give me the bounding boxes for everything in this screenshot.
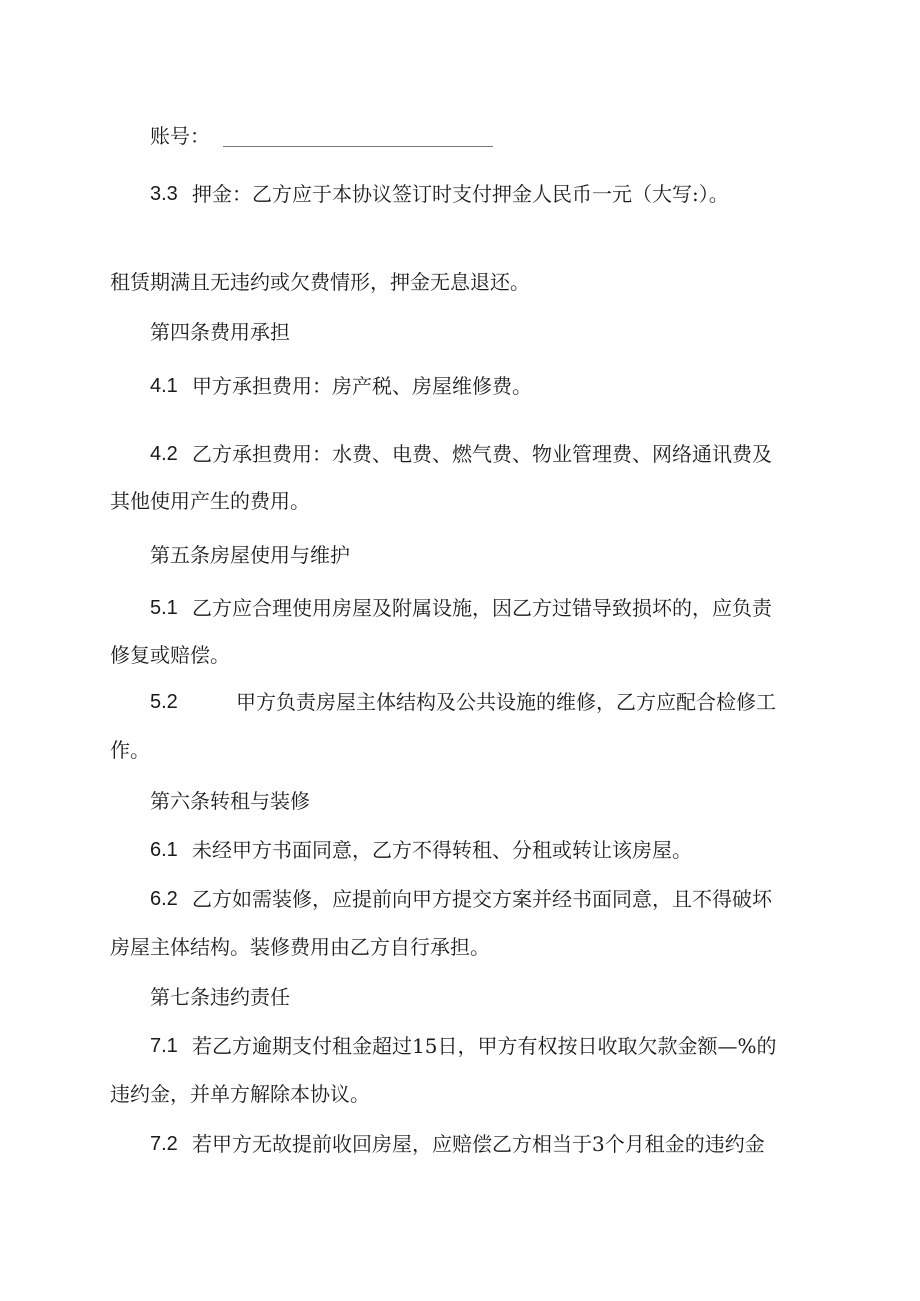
clause-3-3-number: 3.3 xyxy=(150,183,178,205)
clause-4-2-text: 乙方承担费用：水费、电费、燃气费、物业管理费、网络通讯费及 xyxy=(192,442,772,466)
article-7-heading: 第七条违约责任 xyxy=(150,985,290,1009)
article-4-heading: 第四条费用承担 xyxy=(150,320,290,344)
clause-6-2-number: 6.2 xyxy=(150,888,178,910)
clause-7-1-number: 7.1 xyxy=(150,1035,178,1057)
clause-6-2-text: 乙方如需装修，应提前向甲方提交方案并经书面同意，且不得破坏 xyxy=(192,887,772,911)
article-5-heading: 第五条房屋使用与维护 xyxy=(150,543,350,567)
article-6-heading: 第六条转租与装修 xyxy=(150,789,310,813)
account-label: 账号： xyxy=(150,124,210,148)
clause-4-2-continuation: 其他使用产生的费用。 xyxy=(110,489,310,513)
clause-5-2-text: 甲方负责房屋主体结构及公共设施的维修，乙方应配合检修工 xyxy=(236,690,776,714)
clause-7-1-text: 若乙方逾期支付租金超过15日，甲方有权按日收取欠款金额—%的 xyxy=(192,1034,777,1058)
clause-6-2-continuation: 房屋主体结构。装修费用由乙方自行承担。 xyxy=(110,935,490,959)
clause-3-3-continuation: 租赁期满且无违约或欠费情形，押金无息退还。 xyxy=(110,270,530,294)
clause-6-1-number: 6.1 xyxy=(150,839,178,861)
clause-4-2-number: 4.2 xyxy=(150,443,178,465)
clause-5-1-text: 乙方应合理使用房屋及附属设施，因乙方过错导致损坏的，应负责 xyxy=(192,596,772,620)
clause-5-2-continuation: 作。 xyxy=(110,738,150,762)
clause-4-1-number: 4.1 xyxy=(150,375,178,397)
clause-7-1-continuation: 违约金，并单方解除本协议。 xyxy=(110,1082,370,1106)
clause-7-2-number: 7.2 xyxy=(150,1133,178,1155)
clause-3-3-text: 押金：乙方应于本协议签订时支付押金人民币一元（大写:）。 xyxy=(192,182,729,206)
clause-5-2-number: 5.2 xyxy=(150,691,178,713)
account-blank-line xyxy=(223,146,493,147)
clause-4-1-text: 甲方承担费用：房产税、房屋维修费。 xyxy=(192,374,532,398)
clause-5-1-continuation: 修复或赔偿。 xyxy=(110,643,230,667)
clause-6-1-text: 未经甲方书面同意，乙方不得转租、分租或转让该房屋。 xyxy=(192,838,692,862)
clause-5-1-number: 5.1 xyxy=(150,597,178,619)
clause-7-2-text: 若甲方无故提前收回房屋，应赔偿乙方相当于3个月租金的违约金 xyxy=(192,1132,765,1156)
